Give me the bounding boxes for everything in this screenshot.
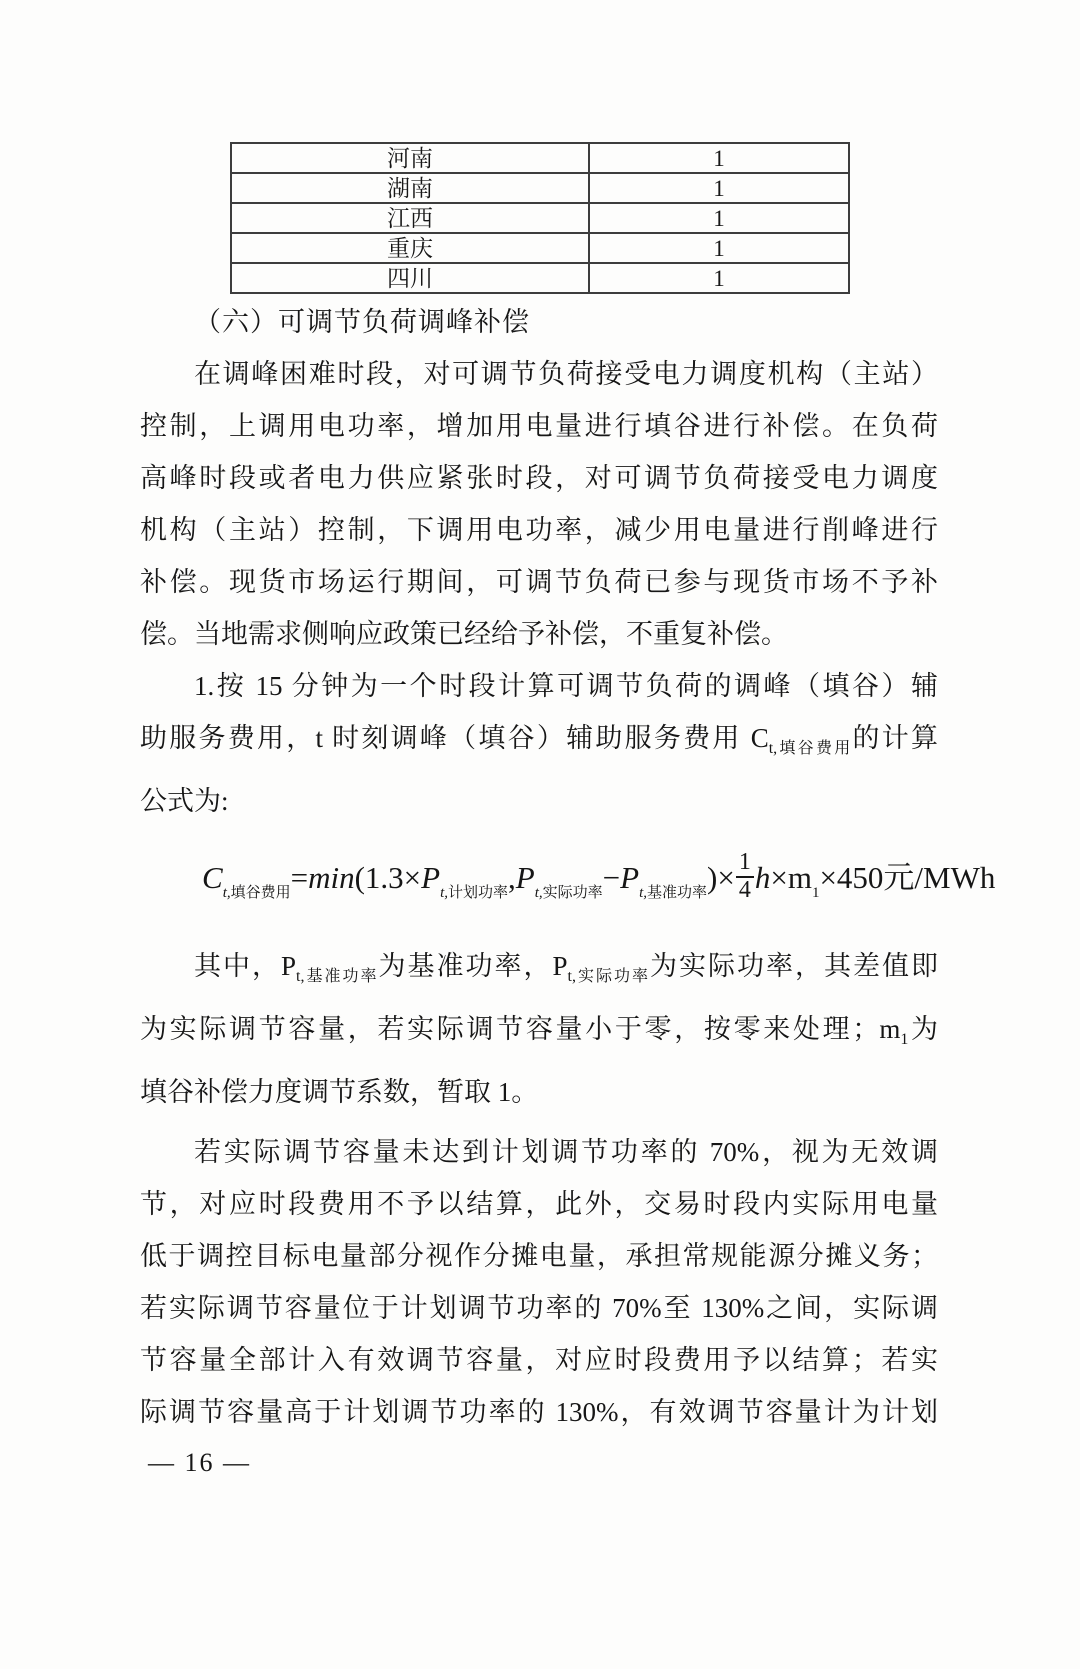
formula-close-paren: )× [707, 860, 735, 895]
value-cell: 1 [589, 233, 849, 263]
text-line [140, 1334, 938, 1386]
variable-base: C [750, 723, 769, 753]
variable-subscript: t,实际功率 [567, 968, 650, 985]
text-line [140, 775, 938, 827]
text-segment: 填谷补偿力度调节系数，暂取 1。 [140, 1077, 539, 1107]
province-cell: 四川 [231, 263, 589, 293]
table-row [231, 263, 849, 293]
table-row [231, 173, 849, 203]
formula-p1-variable: P [421, 860, 441, 895]
text-segment: 其中， [194, 951, 282, 981]
paragraph-variable-definitions [140, 940, 938, 1118]
text-segment: 控制，上调用电功率，增加用电量进行填谷进行补偿。在负荷 [140, 411, 938, 441]
text-segment: 在调峰困难时段，对可调节负荷接受电力调度机构（主站） [194, 359, 938, 389]
formula-h-variable: h [754, 860, 771, 895]
text-segment: 公式为: [140, 786, 229, 816]
value-cell: 1 [589, 263, 849, 293]
text-line [140, 660, 938, 712]
formula-p2-variable: P [515, 860, 535, 895]
table-row [231, 233, 849, 263]
text-segment: 低于调控目标电量部分视作分摊电量，承担常规能源分摊义务； [140, 1241, 938, 1271]
valley-fill-fee-formula [140, 839, 996, 932]
province-cell: 重庆 [231, 233, 589, 263]
text-line [140, 712, 938, 775]
formula-coefficient: (1.3× [354, 860, 422, 895]
text-line [140, 1066, 938, 1118]
text-segment: 1.按 15 分钟为一个时段计算可调节负荷的调峰（填谷）辅 [194, 671, 938, 701]
text-line [140, 1178, 938, 1230]
value-cell: 1 [589, 203, 849, 233]
formula-price-unit: ×450元/MWh [819, 860, 996, 895]
text-line [140, 504, 938, 556]
variable-base: m [879, 1014, 901, 1044]
paragraph-fee-calculation [140, 660, 938, 827]
text-segment: 补偿。现货市场运行期间，可调节负荷已参与现货市场不予补 [140, 567, 938, 597]
formula-p3-variable: P [620, 860, 640, 895]
text-line [140, 1126, 938, 1178]
text-line [140, 1003, 938, 1066]
text-segment: 为基准功率， [378, 951, 553, 981]
province-cell: 江西 [231, 203, 589, 233]
text-line [140, 400, 938, 452]
variable-subscript: t,填谷费用 [768, 740, 853, 757]
text-segment: 机构（主站）控制，下调用电功率，减少用电量进行削峰进行 [140, 515, 938, 545]
text-segment: 的计算 [852, 723, 938, 753]
variable-subscript: 1 [900, 1031, 909, 1048]
text-line [140, 1282, 938, 1334]
text-segment: 高峰时段或者电力供应紧张时段，对可调节负荷接受电力调度 [140, 463, 938, 493]
formula-p3-subscript: t,基准功率 [639, 885, 708, 901]
text-segment: 为 [908, 1014, 939, 1044]
provinces-coefficient-table [230, 142, 850, 294]
variable-base: P [552, 951, 568, 981]
formula-equals-sign: = [290, 860, 309, 895]
provinces-table-body [231, 143, 849, 293]
text-line [140, 556, 938, 608]
text-segment: 为实际调节容量，若实际调节容量小于零，按零来处理； [140, 1014, 880, 1044]
text-line [140, 1230, 938, 1282]
formula-quarter-fraction: $\frac{1}{4}$ [736, 850, 754, 904]
table-row [231, 203, 849, 233]
page-number: — 16 — [148, 1448, 251, 1477]
table-row [231, 143, 849, 173]
document-page [0, 142, 1080, 1669]
formula-comma: , [508, 860, 516, 895]
text-segment: 若实际调节容量位于计划调节功率的 70%至 130%之间，实际调 [140, 1293, 938, 1323]
text-segment: 节，对应时段费用不予以结算，此外，交易时段内实际用电量 [140, 1189, 938, 1219]
variable-subscript: t,基准功率 [296, 968, 379, 985]
formula-p2-subscript: t,实际功率 [534, 885, 603, 901]
formula-lhs-subscript: t,填谷费用 [222, 885, 291, 901]
text-line [140, 1386, 938, 1438]
text-line [140, 608, 938, 660]
text-line [140, 940, 938, 1003]
text-line [140, 452, 938, 504]
province-cell: 湖南 [231, 173, 589, 203]
value-cell: 1 [589, 143, 849, 173]
text-line [140, 348, 938, 400]
text-segment: 际调节容量高于计划调节功率的 130%，有效调节容量计为计划 [140, 1397, 938, 1427]
variable-base: P [281, 951, 297, 981]
value-cell: 1 [589, 173, 849, 203]
formula-minus-sign: − [602, 860, 621, 895]
formula-p1-subscript: t,计划功率 [440, 885, 509, 901]
document-body [140, 296, 996, 1438]
formula-lhs-variable: C [202, 860, 223, 895]
formula-min-operator: min [308, 860, 355, 895]
province-cell: 河南 [231, 143, 589, 173]
paragraph-peak-compensation [140, 348, 938, 660]
formula-m-subscript: 1 [811, 885, 820, 901]
text-segment: 节容量全部计入有效调节容量，对应时段费用予以结算；若实 [140, 1345, 938, 1375]
formula-m-factor: ×m [770, 860, 812, 895]
text-segment: 若实际调节容量未达到计划调节功率的 70%，视为无效调 [194, 1137, 938, 1167]
text-segment: 助服务费用，t 时刻调峰（填谷）辅助服务费用 [140, 723, 751, 753]
section-heading: （六）可调节负荷调峰补偿 [194, 307, 530, 337]
text-segment: 为实际功率，其差值即 [650, 951, 939, 981]
paragraph-settlement-rules [140, 1126, 938, 1438]
text-segment: 偿。当地需求侧响应政策已经给予补偿，不重复补偿。 [140, 619, 788, 649]
